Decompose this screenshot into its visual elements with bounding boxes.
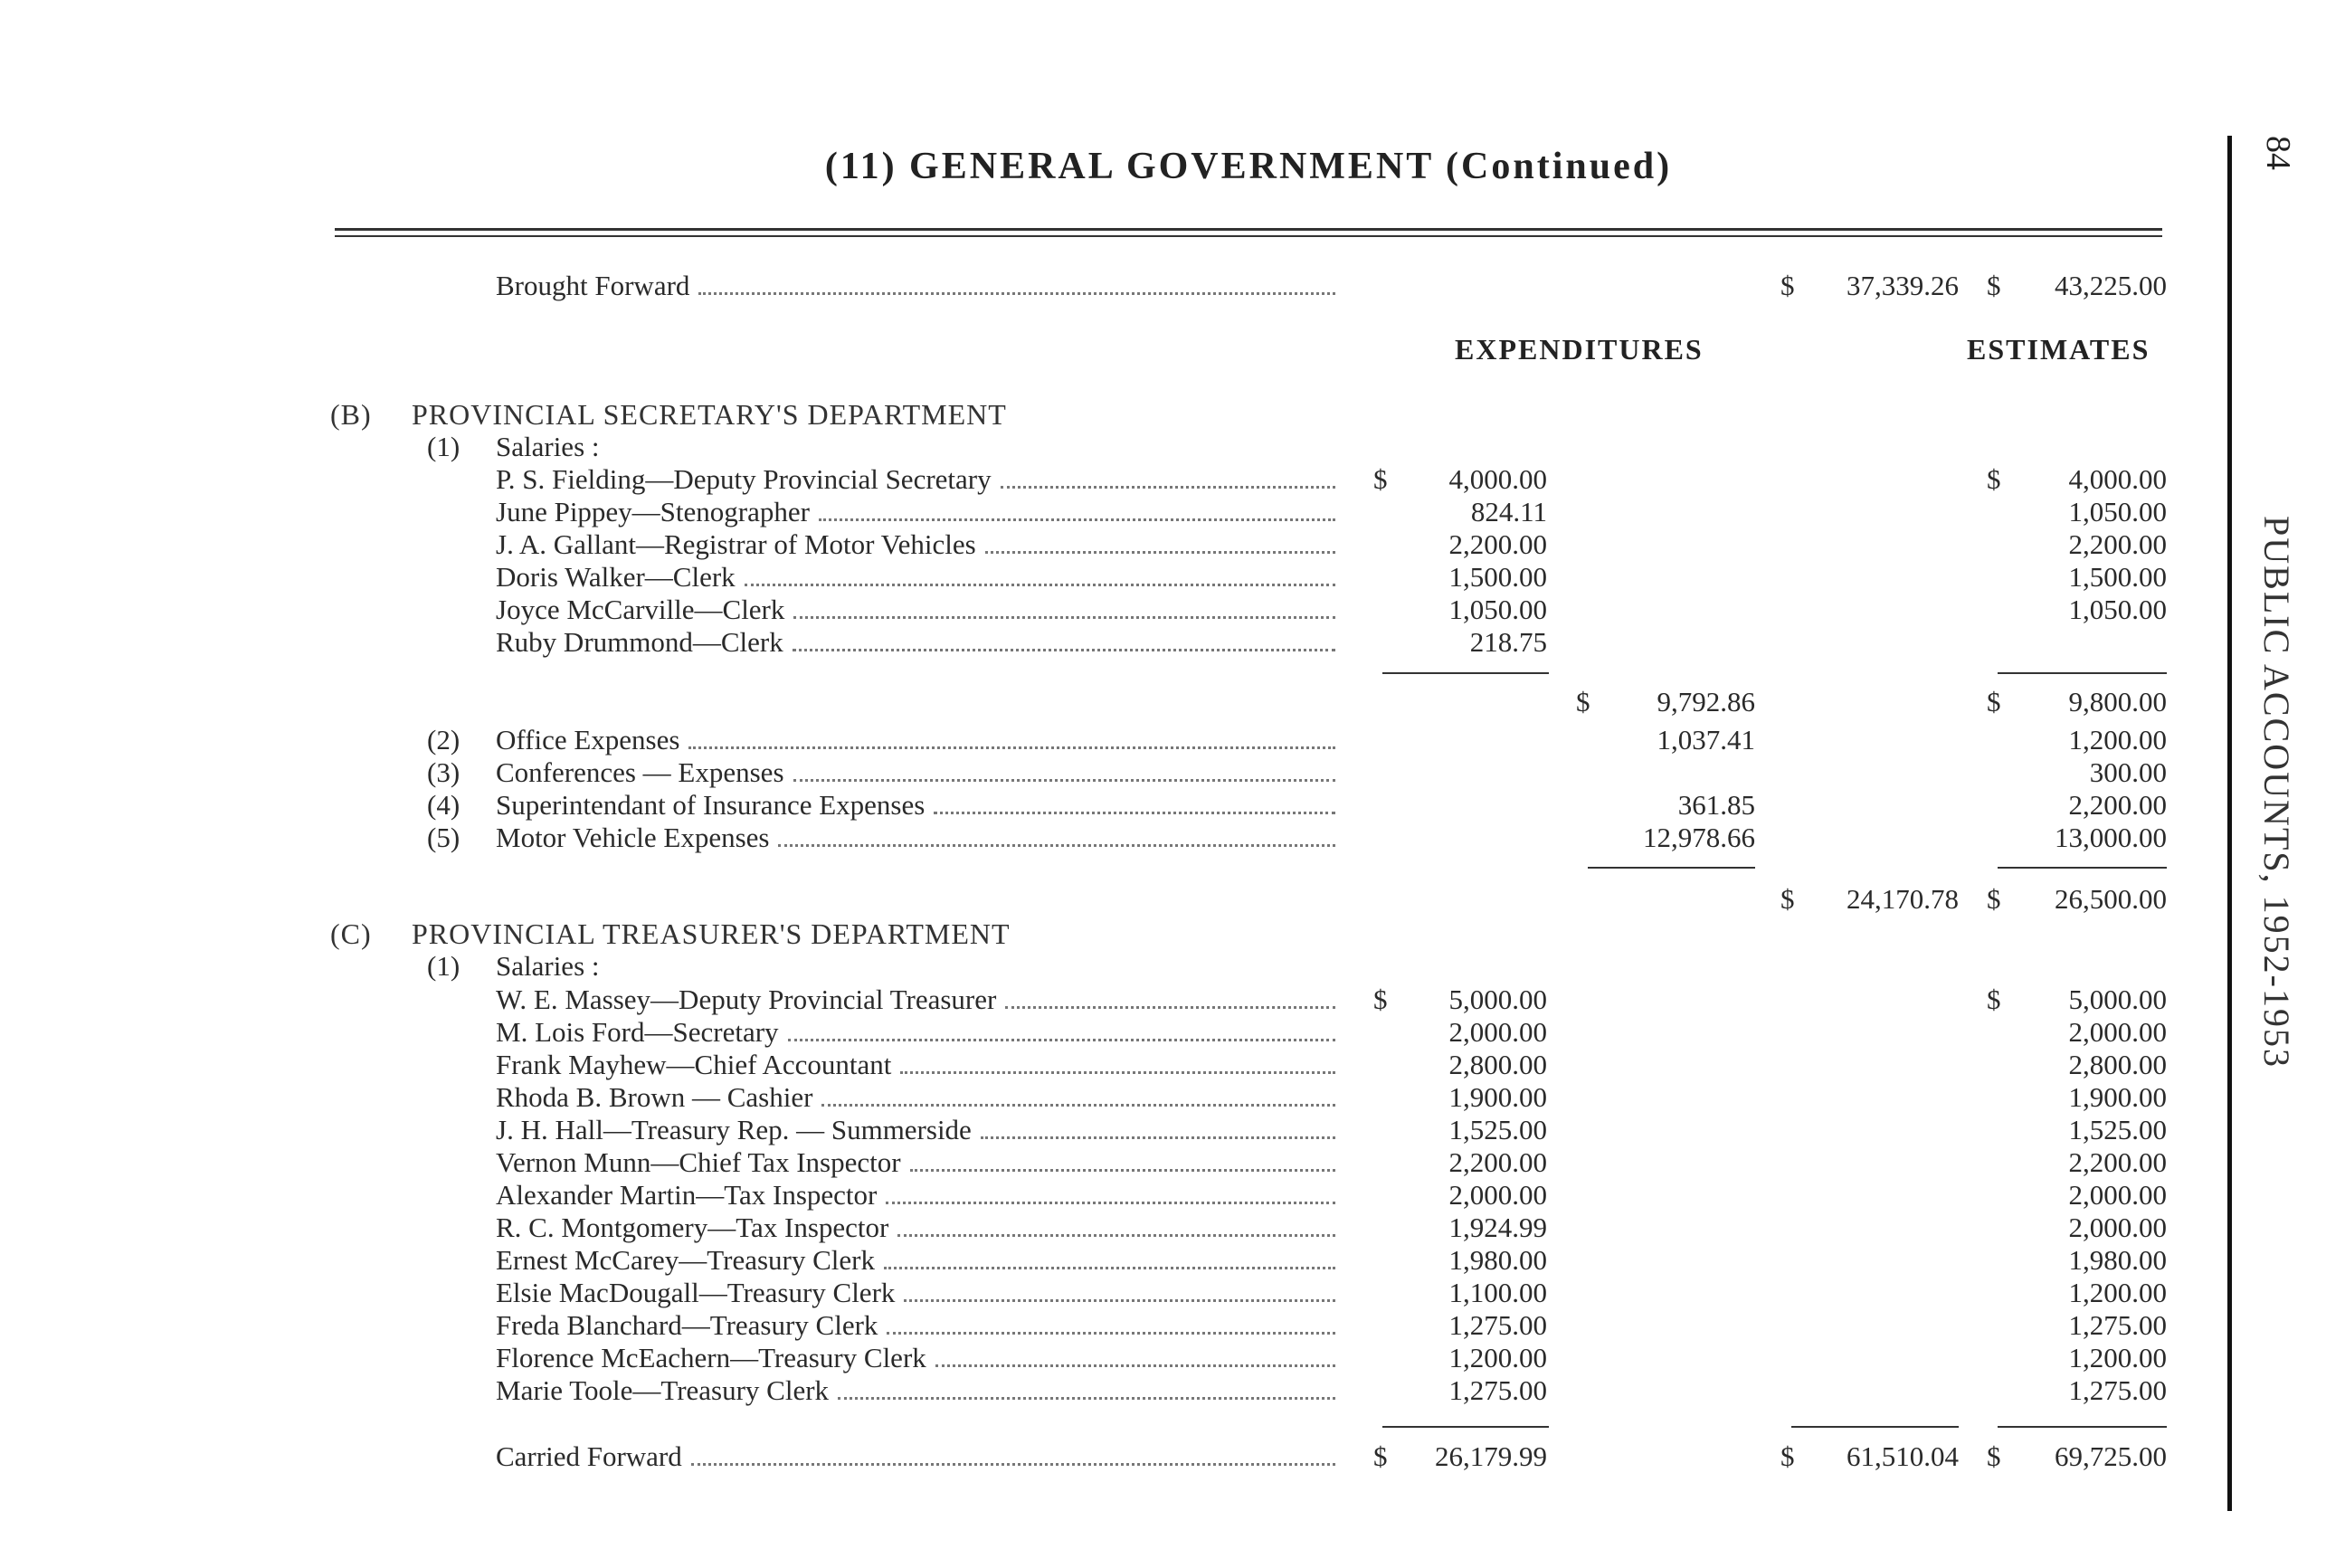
table-row xyxy=(0,1016,2345,1049)
salary-estimate: 2,000.00 xyxy=(2068,1016,2167,1048)
table-row xyxy=(0,1114,2345,1146)
salary-label: Alexander Martin—Tax Inspector xyxy=(496,1179,1335,1212)
salary-label: June Pippey—Stenographer xyxy=(496,496,1335,528)
salary-estimate: 4,000.00 xyxy=(2068,463,2167,495)
salary-amount: 2,200.00 xyxy=(1448,1146,1547,1178)
salary-amount: 1,050.00 xyxy=(1448,594,1547,625)
expense-estimate: 2,200.00 xyxy=(2068,789,2167,821)
total-rule xyxy=(1382,1426,1549,1428)
salary-label: J. H. Hall—Treasury Rep. — Summerside xyxy=(496,1114,1335,1146)
table-row xyxy=(0,528,2345,561)
section-b-total-estimate: 26,500.00 xyxy=(2055,883,2167,915)
carried-forward-label: Carried Forward xyxy=(496,1440,1335,1473)
carried-forward-estimate: 69,725.00 xyxy=(2055,1440,2167,1472)
table-row xyxy=(0,561,2345,594)
salary-estimate: 2,000.00 xyxy=(2068,1212,2167,1243)
salary-estimate: 1,980.00 xyxy=(2068,1244,2167,1276)
side-title: PUBLIC ACCOUNTS, 1952-1953 xyxy=(2256,516,2297,1069)
section-b-salaries-total: 9,792.86 xyxy=(1657,686,1755,717)
expense-amount: 1,037.41 xyxy=(1657,724,1755,755)
section-b-total-row: $ 24,170.78 $ 26,500.00 xyxy=(1780,883,2167,915)
expense-label: Conferences — Expenses xyxy=(496,756,1335,789)
brought-forward-row xyxy=(0,270,2345,302)
salary-estimate: 1,275.00 xyxy=(2068,1374,2167,1406)
total-rule xyxy=(1998,1426,2167,1428)
title-rule-top xyxy=(335,228,2162,231)
table-row xyxy=(0,1146,2345,1179)
title-rule-bottom xyxy=(335,235,2162,237)
salary-label: J. A. Gallant—Registrar of Motor Vehicles xyxy=(496,528,1335,561)
table-row xyxy=(0,1244,2345,1277)
dollar-sign: $ xyxy=(1987,270,2001,301)
section-b-salaries-total-row: $ 9,792.86 $ 9,800.00 xyxy=(1576,686,2167,717)
salary-label: Marie Toole—Treasury Clerk xyxy=(496,1374,1335,1407)
salary-label: Rhoda B. Brown — Cashier xyxy=(496,1081,1335,1114)
table-row xyxy=(0,1081,2345,1114)
salary-label: W. E. Massey—Deputy Provincial Treasurer xyxy=(496,984,1335,1016)
salary-estimate: 1,275.00 xyxy=(2068,1309,2167,1341)
section-b-salaries-heading: (1) Salaries : xyxy=(427,431,600,462)
salary-amount: 1,500.00 xyxy=(1448,561,1547,593)
expense-label: Office Expenses xyxy=(496,724,1335,756)
salary-label: M. Lois Ford—Secretary xyxy=(496,1016,1335,1049)
table-row xyxy=(0,724,2345,756)
expense-number: (4) xyxy=(427,789,460,821)
expenditures-header: EXPENDITURES xyxy=(1455,333,1704,366)
estimates-header: ESTIMATES xyxy=(1967,333,2150,366)
salary-amount: 1,980.00 xyxy=(1448,1244,1547,1276)
salary-amount: 5,000.00 xyxy=(1448,984,1547,1015)
salary-estimate: 2,200.00 xyxy=(2068,528,2167,560)
expense-number: (5) xyxy=(427,822,460,853)
expense-label: Motor Vehicle Expenses xyxy=(496,822,1335,854)
salary-label: Elsie MacDougall—Treasury Clerk xyxy=(496,1277,1335,1309)
salary-label: P. S. Fielding—Deputy Provincial Secretary xyxy=(496,463,1335,496)
table-row: W. E. Massey—Deputy Provincial Treasurer 5,000.00 5,000.00 $ $ xyxy=(496,984,2167,1015)
expense-number: (2) xyxy=(427,724,460,755)
salary-estimate: 1,525.00 xyxy=(2068,1114,2167,1145)
dollar-sign: $ xyxy=(1780,270,1795,301)
table-row xyxy=(0,1374,2345,1407)
salary-estimate: 1,500.00 xyxy=(2068,561,2167,593)
expense-amount: 12,978.66 xyxy=(1643,822,1755,853)
salary-label: Ernest McCarey—Treasury Clerk xyxy=(496,1244,1335,1277)
salary-amount: 218.75 xyxy=(1469,626,1547,658)
table-row xyxy=(0,756,2345,789)
salary-estimate: 1,050.00 xyxy=(2068,496,2167,527)
salary-amount: 1,900.00 xyxy=(1448,1081,1547,1113)
table-row xyxy=(0,1309,2345,1342)
page-title: (11) GENERAL GOVERNMENT (Continued) xyxy=(824,146,1673,187)
table-row xyxy=(0,1342,2345,1374)
table-row xyxy=(0,1212,2345,1244)
side-page-number: 84 xyxy=(2259,136,2297,170)
table-row xyxy=(0,496,2345,528)
salary-estimate: 1,200.00 xyxy=(2068,1342,2167,1373)
section-b-salaries-total-estimate: 9,800.00 xyxy=(2068,686,2167,717)
table-row xyxy=(0,1049,2345,1081)
salary-estimate: 1,900.00 xyxy=(2068,1081,2167,1113)
salary-label: Florence McEachern—Treasury Clerk xyxy=(496,1342,1335,1374)
total-rule xyxy=(1998,867,2167,869)
section-c-salaries-heading: (1) Salaries : xyxy=(427,950,600,982)
salary-label: Joyce McCarville—Clerk xyxy=(496,594,1335,626)
section-b-heading: (B) PROVINCIAL SECRETARY'S DEPARTMENT xyxy=(330,398,1007,431)
salary-amount: 1,924.99 xyxy=(1448,1212,1547,1243)
expense-estimate: 13,000.00 xyxy=(2055,822,2167,853)
salary-label: Frank Mayhew—Chief Accountant xyxy=(496,1049,1335,1081)
section-b-total: 24,170.78 xyxy=(1847,883,1959,915)
brought-forward-estimate: 43,225.00 xyxy=(2055,270,2167,301)
expense-estimate: 1,200.00 xyxy=(2068,724,2167,755)
salary-amount: 2,800.00 xyxy=(1448,1049,1547,1080)
salary-amount: 2,000.00 xyxy=(1448,1179,1547,1211)
expense-label: Superintendant of Insurance Expenses xyxy=(496,789,1335,822)
table-row xyxy=(0,594,2345,626)
salary-amount: 1,200.00 xyxy=(1448,1342,1547,1373)
salary-amount: 1,100.00 xyxy=(1448,1277,1547,1308)
salary-amount: 2,000.00 xyxy=(1448,1016,1547,1048)
carried-forward-row: Carried Forward $ 26,179.99 $ 61,510.04 $ 69,725.00 xyxy=(496,1440,2167,1472)
carried-forward-expenditure: 61,510.04 xyxy=(1847,1440,1959,1472)
salary-estimate: 5,000.00 xyxy=(2068,984,2167,1015)
salary-amount: 1,275.00 xyxy=(1448,1309,1547,1341)
salary-estimate: 1,200.00 xyxy=(2068,1277,2167,1308)
table-row xyxy=(0,789,2345,822)
salary-label: Vernon Munn—Chief Tax Inspector xyxy=(496,1146,1335,1179)
total-rule xyxy=(1791,1426,1959,1428)
brought-forward-expenditure: 37,339.26 xyxy=(1847,270,1959,301)
salary-estimate: 2,000.00 xyxy=(2068,1179,2167,1211)
salary-label: R. C. Montgomery—Tax Inspector xyxy=(496,1212,1335,1244)
salary-label: Doris Walker—Clerk xyxy=(496,561,1335,594)
salary-label: Ruby Drummond—Clerk xyxy=(496,626,1335,659)
table-row xyxy=(0,626,2345,659)
salary-amount: 1,525.00 xyxy=(1448,1114,1547,1145)
expense-amount: 361.85 xyxy=(1677,789,1755,821)
salary-amount: 824.11 xyxy=(1470,496,1547,527)
salary-amount: 2,200.00 xyxy=(1448,528,1547,560)
carried-forward-salaries: 26,179.99 xyxy=(1435,1440,1547,1472)
table-row xyxy=(0,1179,2345,1212)
salary-amount: 4,000.00 xyxy=(1448,463,1547,495)
total-rule xyxy=(1998,672,2167,674)
salary-estimate: 1,050.00 xyxy=(2068,594,2167,625)
salary-estimate: 2,200.00 xyxy=(2068,1146,2167,1178)
total-rule xyxy=(1588,867,1755,869)
table-row: P. S. Fielding—Deputy Provincial Secretary 4,000.00 4,000.00 $ $ xyxy=(496,463,2167,495)
expense-estimate: 300.00 xyxy=(2089,756,2167,788)
section-c-heading: (C) PROVINCIAL TREASURER'S DEPARTMENT xyxy=(330,917,1011,950)
salary-estimate: 2,800.00 xyxy=(2068,1049,2167,1080)
table-row xyxy=(0,822,2345,854)
salary-label: Freda Blanchard—Treasury Clerk xyxy=(496,1309,1335,1342)
salary-amount: 1,275.00 xyxy=(1448,1374,1547,1406)
expense-number: (3) xyxy=(427,756,460,788)
brought-forward-label: Brought Forward xyxy=(496,270,1335,302)
total-rule xyxy=(1382,672,1549,674)
table-row xyxy=(0,1277,2345,1309)
